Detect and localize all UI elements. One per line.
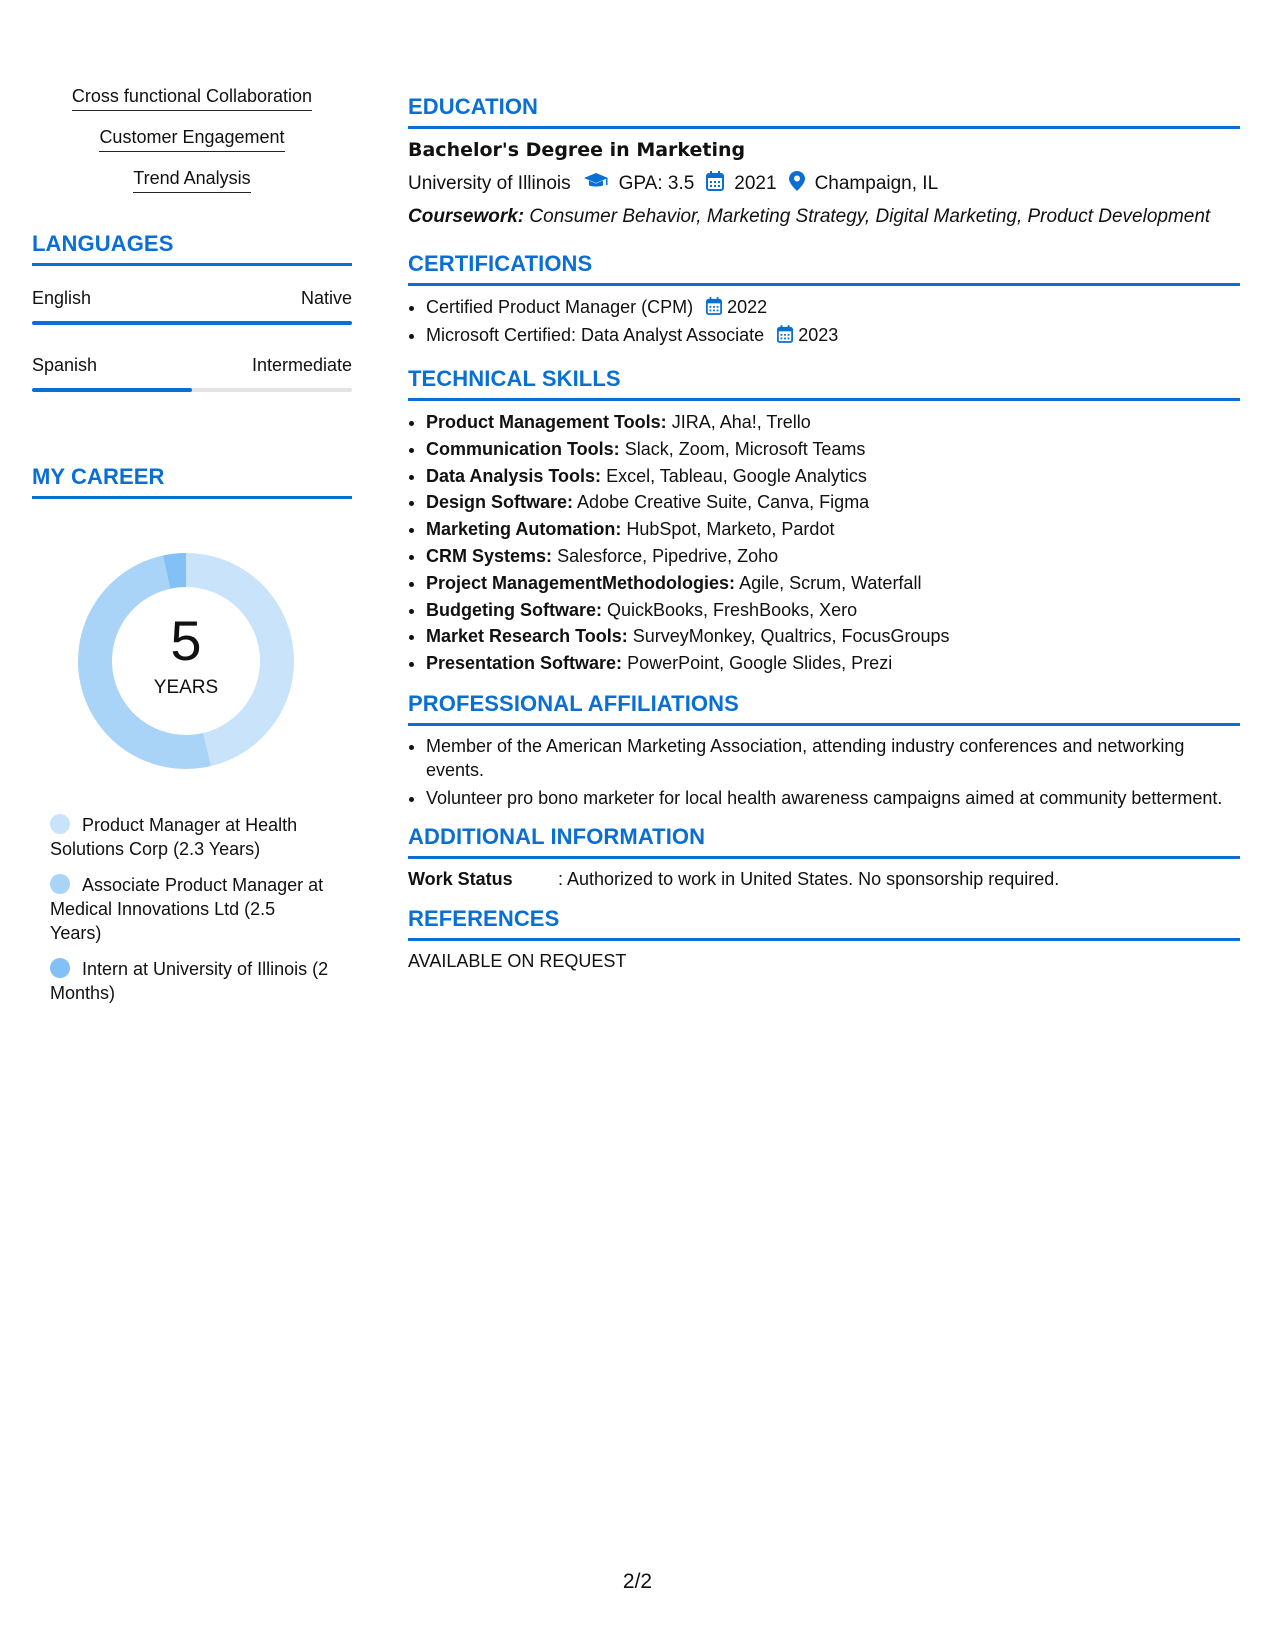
technical-skills-heading: TECHNICAL SKILLS — [408, 366, 1240, 401]
legend-label: Intern at University of Illinois (2 Months) — [50, 959, 329, 1003]
language-level: Intermediate — [251, 355, 352, 375]
skill-tags — [32, 86, 352, 193]
education-heading: EDUCATION — [408, 94, 1240, 129]
language-bar-fill — [32, 321, 352, 325]
skill-label: CRM Systems: — [426, 545, 553, 566]
degree-title: Bachelor's Degree in Marketing — [408, 139, 746, 161]
skill-value: HubSpot, Marketo, Pardot — [626, 519, 835, 540]
affiliation-item: • Member of the American Marketing Association, attending industry conferences and networking events. — [426, 734, 1240, 782]
languages-heading: LANGUAGES — [32, 231, 352, 266]
technical-skill-item — [426, 543, 1240, 570]
skill-tag: Trend Analysis — [133, 168, 250, 193]
skill-label: Project ManagementMethodologies: — [426, 572, 736, 593]
certification-year: 2023 — [798, 325, 839, 345]
coursework — [408, 205, 1240, 229]
skill-value: Slack, Zoom, Microsoft Teams — [624, 438, 866, 459]
skill-label: Market Research Tools: — [426, 626, 628, 647]
calendar-icon — [706, 171, 724, 197]
references-heading: REFERENCES — [408, 906, 1240, 941]
language-bar-fill — [32, 388, 192, 392]
references-text: AVAILABLE ON REQUEST — [408, 950, 627, 971]
certification-name: Certified Product Manager (CPM) — [426, 297, 694, 317]
career-legend-item — [50, 873, 330, 945]
legend-dot — [50, 814, 70, 834]
technical-skills-list — [408, 409, 1240, 677]
certification-item — [426, 322, 1240, 350]
career-legend-item — [50, 813, 330, 861]
certification-item — [426, 294, 1240, 322]
skill-label: Design Software: — [426, 492, 574, 513]
work-status-row — [408, 869, 1240, 890]
skill-label: Data Analysis Tools: — [426, 465, 602, 486]
skill-tag: Customer Engagement — [99, 127, 284, 152]
skill-value: SurveyMonkey, Qualtrics, FocusGroups — [632, 626, 950, 647]
career-heading: MY CAREER — [32, 464, 352, 499]
right-column — [408, 94, 1240, 972]
left-column — [32, 86, 352, 1017]
certification-name: Microsoft Certified: Data Analyst Associate — [426, 325, 765, 345]
technical-skill-item — [426, 570, 1240, 597]
language-bar — [32, 388, 352, 392]
skill-label: Budgeting Software: — [426, 599, 602, 620]
language-bar — [32, 321, 352, 325]
education-meta — [408, 171, 1240, 197]
language-name: Spanish — [32, 355, 98, 375]
technical-skill-item — [426, 597, 1240, 624]
work-status-label: Work Status — [408, 868, 513, 889]
language-level: Native — [300, 288, 352, 308]
calendar-icon — [777, 324, 793, 350]
technical-skill-item — [426, 436, 1240, 463]
calendar-icon — [706, 296, 722, 322]
certifications-list — [408, 294, 1240, 350]
career-total-unit: YEARS — [153, 677, 219, 698]
language-item — [32, 355, 352, 392]
affiliation-item: • Volunteer pro bono marketer for local health awareness campaigns aimed at community betterment. — [426, 786, 1240, 810]
graduation-year: 2021 — [734, 173, 777, 194]
language-name: English — [32, 288, 92, 308]
technical-skill-item — [426, 623, 1240, 650]
skill-value: Adobe Creative Suite, Canva, Figma — [577, 492, 870, 513]
skill-value: Excel, Tableau, Google Analytics — [606, 465, 867, 486]
skill-value: PowerPoint, Google Slides, Prezi — [627, 653, 893, 674]
school-location: Champaign, IL — [814, 173, 939, 194]
skill-label: Communication Tools: — [426, 438, 620, 459]
technical-skill-item — [426, 489, 1240, 516]
additional-info-heading: ADDITIONAL INFORMATION — [408, 824, 1240, 859]
work-status-value: : Authorized to work in United States. No sponsorship required. — [558, 868, 1060, 889]
gpa: GPA: 3.5 — [618, 173, 695, 194]
affiliations-list — [408, 734, 1240, 810]
page-number: 2/2 — [622, 1570, 653, 1593]
certification-year: 2022 — [727, 297, 768, 317]
legend-label: Product Manager at Health Solutions Corp (2.3 Years) — [50, 815, 298, 859]
affiliations-heading: PROFESSIONAL AFFILIATIONS — [408, 691, 1240, 726]
skill-value: QuickBooks, FreshBooks, Xero — [607, 599, 858, 620]
career-donut-chart — [66, 541, 306, 781]
skill-label: Marketing Automation: — [426, 519, 622, 540]
technical-skill-item — [426, 516, 1240, 543]
skill-tag: Cross functional Collaboration — [72, 86, 312, 111]
coursework-text: Consumer Behavior, Marketing Strategy, Digital Marketing, Product Development — [529, 206, 1211, 227]
career-total-years: 5 — [170, 609, 202, 672]
skill-label: Product Management Tools: — [426, 412, 667, 432]
language-item — [32, 288, 352, 325]
legend-label: Associate Product Manager at Medical Innovations Ltd (2.5 Years) — [50, 875, 324, 943]
graduation-cap-icon — [583, 172, 609, 196]
skill-label: Presentation Software: — [426, 653, 623, 674]
location-pin-icon — [789, 171, 805, 197]
legend-dot — [50, 958, 70, 978]
career-legend — [50, 813, 330, 1005]
certifications-heading: CERTIFICATIONS — [408, 251, 1240, 286]
technical-skill-item — [426, 650, 1240, 677]
skill-value: JIRA, Aha!, Trello — [671, 412, 811, 432]
technical-skill-item — [426, 409, 1240, 436]
school-name: University of Illinois — [408, 173, 571, 194]
skill-value: Salesforce, Pipedrive, Zoho — [557, 545, 779, 566]
legend-dot — [50, 874, 70, 894]
coursework-label: Coursework: — [408, 206, 525, 227]
skill-value: Agile, Scrum, Waterfall — [739, 572, 922, 593]
career-legend-item — [50, 957, 330, 1005]
technical-skill-item — [426, 463, 1240, 490]
